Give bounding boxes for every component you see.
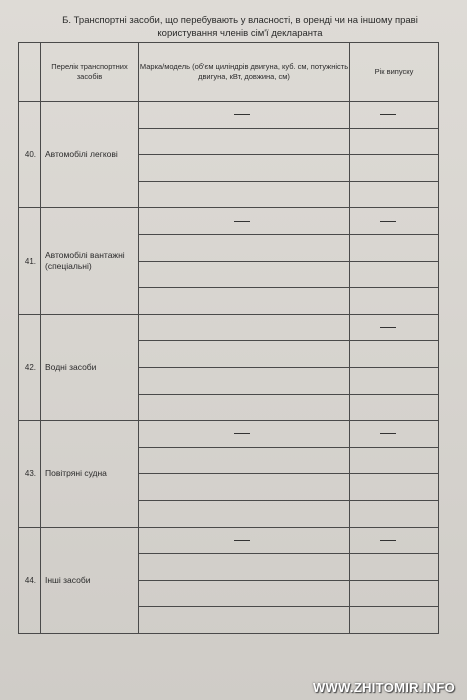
year-cell — [350, 474, 439, 501]
model-dash — [234, 221, 250, 222]
table-header-row — [19, 43, 439, 102]
model-cell — [139, 102, 350, 129]
year-cell — [350, 580, 439, 607]
header-model: Марка/модель (об'єм циліндрів двигуна, куб. см, потужність двигуна, кВт, довжина, см) — [139, 43, 350, 102]
year-cell — [350, 527, 439, 554]
model-dash — [234, 433, 250, 434]
table-row — [19, 102, 439, 129]
header-year: Рік випуску — [350, 43, 439, 102]
year-cell — [350, 500, 439, 527]
model-cell — [139, 367, 350, 394]
year-cell — [350, 128, 439, 155]
year-cell — [350, 314, 439, 341]
model-cell — [139, 607, 350, 634]
year-dash — [380, 114, 396, 115]
year-cell — [350, 447, 439, 474]
row-label: Автомобілі легкові — [41, 102, 139, 208]
row-label: Автомобілі вантажні (спеціальні) — [41, 208, 139, 314]
model-cell — [139, 128, 350, 155]
model-cell — [139, 554, 350, 581]
model-cell — [139, 580, 350, 607]
year-cell — [350, 421, 439, 448]
year-dash — [380, 433, 396, 434]
table-row — [19, 527, 439, 554]
year-cell — [350, 341, 439, 368]
row-number: 44. — [19, 527, 41, 633]
model-cell — [139, 500, 350, 527]
model-cell — [139, 261, 350, 288]
year-dash — [380, 540, 396, 541]
model-cell — [139, 527, 350, 554]
model-cell — [139, 208, 350, 235]
year-cell — [350, 102, 439, 129]
year-cell — [350, 288, 439, 315]
row-label: Повітряні судна — [41, 421, 139, 527]
year-cell — [350, 234, 439, 261]
row-number: 40. — [19, 102, 41, 208]
model-cell — [139, 155, 350, 182]
model-cell — [139, 394, 350, 421]
model-cell — [139, 234, 350, 261]
vehicles-table — [18, 42, 439, 634]
year-cell — [350, 367, 439, 394]
section-title: Б. Транспортні засоби, що перебувають у власності, в оренді чи на іншому праві користування членів сім'ї декларанта — [62, 15, 418, 39]
year-cell — [350, 208, 439, 235]
table-row — [19, 208, 439, 235]
model-cell — [139, 447, 350, 474]
table-body — [19, 102, 439, 634]
year-cell — [350, 554, 439, 581]
year-cell — [350, 261, 439, 288]
row-number: 42. — [19, 314, 41, 420]
table-row — [19, 421, 439, 448]
model-cell — [139, 314, 350, 341]
model-cell — [139, 474, 350, 501]
model-cell — [139, 181, 350, 208]
model-dash — [234, 114, 250, 115]
year-dash — [380, 221, 396, 222]
model-dash — [234, 540, 250, 541]
year-dash — [380, 327, 396, 328]
header-number-cell — [19, 43, 41, 102]
model-cell — [139, 288, 350, 315]
row-number: 43. — [19, 421, 41, 527]
row-number: 41. — [19, 208, 41, 314]
header-list: Перелік транспортних засобів — [41, 43, 139, 102]
table-row — [19, 314, 439, 341]
year-cell — [350, 181, 439, 208]
model-cell — [139, 421, 350, 448]
row-label: Водні засоби — [41, 314, 139, 420]
row-label: Інші засоби — [41, 527, 139, 633]
model-cell — [139, 341, 350, 368]
year-cell — [350, 607, 439, 634]
watermark: WWW.ZHITOMIR.INFO — [312, 680, 455, 695]
year-cell — [350, 394, 439, 421]
year-cell — [350, 155, 439, 182]
